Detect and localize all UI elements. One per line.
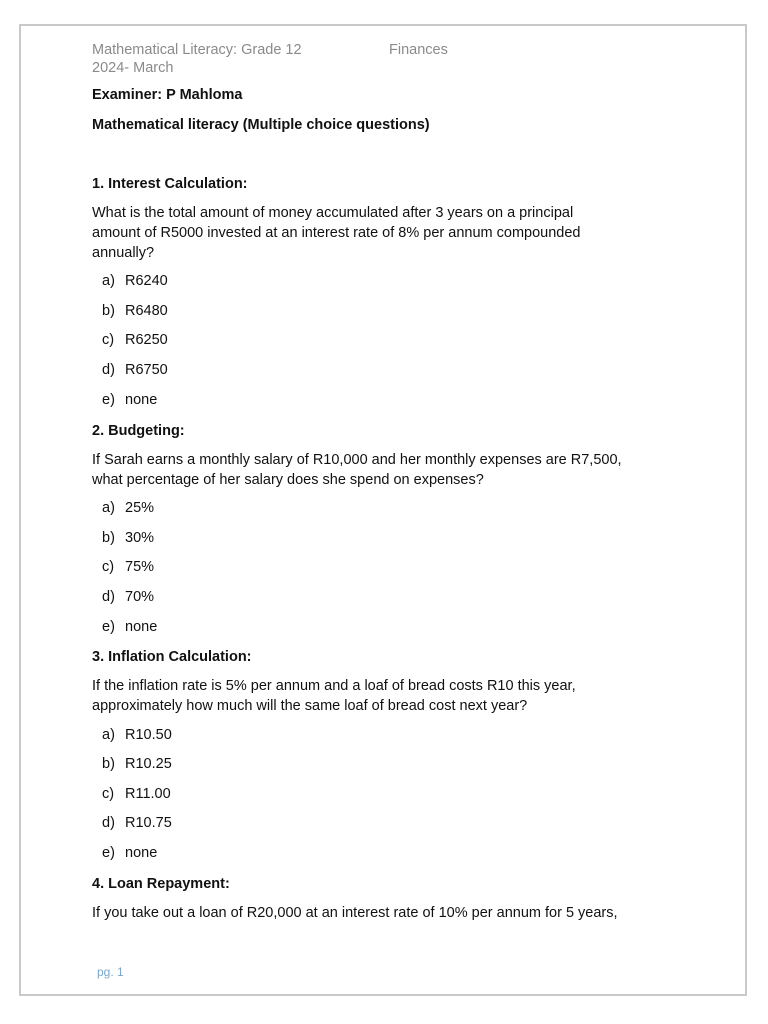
question-4-title: 4. Loan Repayment: xyxy=(92,876,230,892)
question-4-line: If you take out a loan of R20,000 at an interest rate of 10% per annum for 5 years, xyxy=(92,905,618,921)
question-2-text xyxy=(92,450,682,490)
question-2-option-d: d) 70% xyxy=(102,589,155,605)
question-1-line: amount of R5000 invested at an interest rate of 8% per annum compounded xyxy=(92,225,581,241)
question-1-line: annually? xyxy=(92,245,155,261)
question-1-line: What is the total amount of money accumulated after 3 years on a principal xyxy=(92,205,574,221)
question-1-option-a: a) R6240 xyxy=(102,273,168,289)
question-1-option-b: b) R6480 xyxy=(102,303,168,319)
question-4-text xyxy=(92,903,682,923)
question-3-title: 3. Inflation Calculation: xyxy=(92,649,252,665)
question-3-option-b: b) R10.25 xyxy=(102,756,172,772)
document-subtitle: Mathematical literacy (Multiple choice questions) xyxy=(92,117,430,133)
question-2-option-b: b) 30% xyxy=(102,530,155,546)
question-2-line: If Sarah earns a monthly salary of R10,000 and her monthly expenses are R7,500, xyxy=(92,452,622,468)
question-3-option-d: d) R10.75 xyxy=(102,815,172,831)
question-1-option-c: c) R6250 xyxy=(102,332,168,348)
question-3-text xyxy=(92,676,682,716)
question-1-option-d: d) R6750 xyxy=(102,362,168,378)
question-1-text xyxy=(92,203,682,263)
question-2-option-a: a) 25% xyxy=(102,500,155,516)
question-2-line: what percentage of her salary does she spend on expenses? xyxy=(92,472,484,488)
page-number: pg. 1 xyxy=(97,965,124,979)
question-2-option-c: c) 75% xyxy=(102,559,155,575)
question-3-option-a: a) R10.50 xyxy=(102,727,172,743)
question-1-option-e: e) none xyxy=(102,392,158,408)
header-date: 2024- March xyxy=(92,60,174,76)
question-3-line: approximately how much will the same loaf of bread cost next year? xyxy=(92,698,528,714)
header-topic: Finances xyxy=(389,42,448,58)
examiner: Examiner: P Mahloma xyxy=(92,87,243,103)
question-1-title: 1. Interest Calculation: xyxy=(92,176,248,192)
question-2-title: 2. Budgeting: xyxy=(92,423,185,439)
question-3-option-c: c) R11.00 xyxy=(102,786,171,802)
question-3-line: If the inflation rate is 5% per annum and a loaf of bread costs R10 this year, xyxy=(92,678,576,694)
header-subject: Mathematical Literacy: Grade 12 xyxy=(92,42,302,58)
question-3-option-e: e) none xyxy=(102,845,158,861)
question-2-option-e: e) none xyxy=(102,619,158,635)
